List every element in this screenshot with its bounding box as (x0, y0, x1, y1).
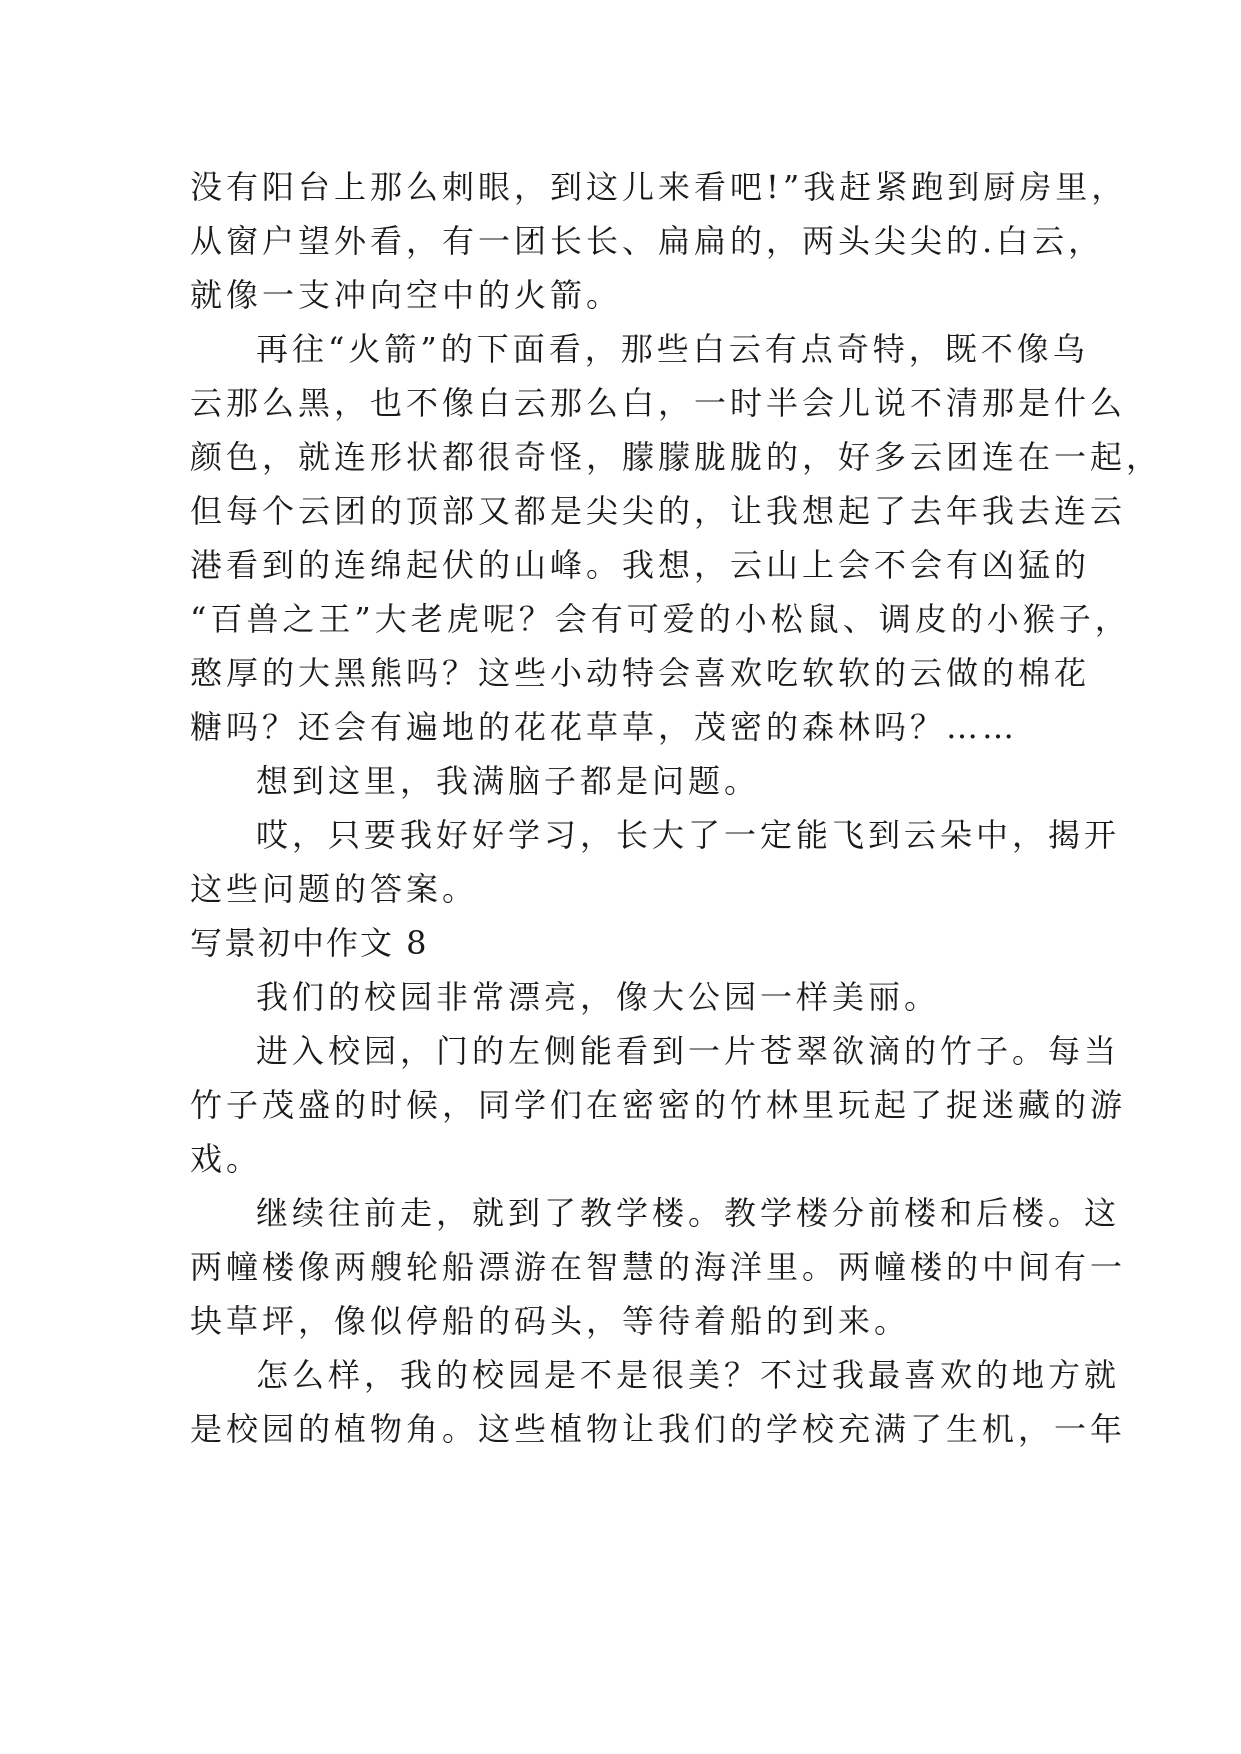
text-line: 戏。 (190, 1140, 263, 1178)
text-line: 没有阳台上那么刺眼，到这儿来看吧!”我赶紧跑到厨房里， (190, 168, 1128, 206)
text-line: 块草坪，像似停船的码头，等待着船的到来。 (190, 1302, 911, 1340)
document-page (190, 160, 1163, 1456)
section-heading: 写景初中作文 8 (190, 924, 429, 962)
paragraph-start-line: 想到这里，我满脑子都是问题。 (256, 762, 761, 800)
text-line: “百兽之王”大老虎呢？会有可爱的小松鼠、调皮的小猴子， (190, 600, 1131, 638)
paragraph-start-line: 哎，只要我好好学习，长大了一定能飞到云朵中，揭开 (256, 816, 1121, 854)
text-line: 糖吗？还会有遍地的花花草草，茂密的森林吗？…… (190, 708, 1019, 746)
text-line: 竹子茂盛的时候，同学们在密密的竹林里玩起了捉迷藏的游 (190, 1086, 1127, 1124)
text-line: 是校园的植物角。这些植物让我们的学校充满了生机，一年 (190, 1410, 1127, 1448)
paragraph-start-line: 进入校园，门的左侧能看到一片苍翠欲滴的竹子。每当 (256, 1032, 1121, 1070)
paragraph-start-line: 我们的校园非常漂亮，像大公园一样美丽。 (256, 978, 941, 1016)
text-line: 这些问题的答案。 (190, 870, 479, 908)
paragraph-start-line: 继续往前走，就到了教学楼。教学楼分前楼和后楼。这 (256, 1194, 1121, 1232)
text-line: 两幢楼像两艘轮船漂游在智慧的海洋里。两幢楼的中间有一 (190, 1248, 1127, 1286)
text-line: 港看到的连绵起伏的山峰。我想，云山上会不会有凶猛的 (190, 546, 1091, 584)
paragraph-start-line: 怎么样，我的校园是不是很美？不过我最喜欢的地方就 (256, 1356, 1121, 1394)
text-line: 从窗户望外看，有一团长长、扁扁的，两头尖尖的.白云， (190, 222, 1105, 260)
text-line: 但每个云团的顶部又都是尖尖的，让我想起了去年我去连云 (190, 492, 1127, 530)
text-line: 颜色，就连形状都很奇怪，朦朦胧胧的，好多云团连在一起， (190, 438, 1163, 476)
text-line: 就像一支冲向空中的火箭。 (190, 276, 623, 314)
paragraph-start-line: 再往“火箭”的下面看，那些白云有点奇特，既不像乌 (256, 330, 1089, 368)
text-line: 憨厚的大黑熊吗？这些小动特会喜欢吃软软的云做的棉花 (190, 654, 1091, 692)
text-line: 云那么黑，也不像白云那么白，一时半会儿说不清那是什么 (190, 384, 1127, 422)
